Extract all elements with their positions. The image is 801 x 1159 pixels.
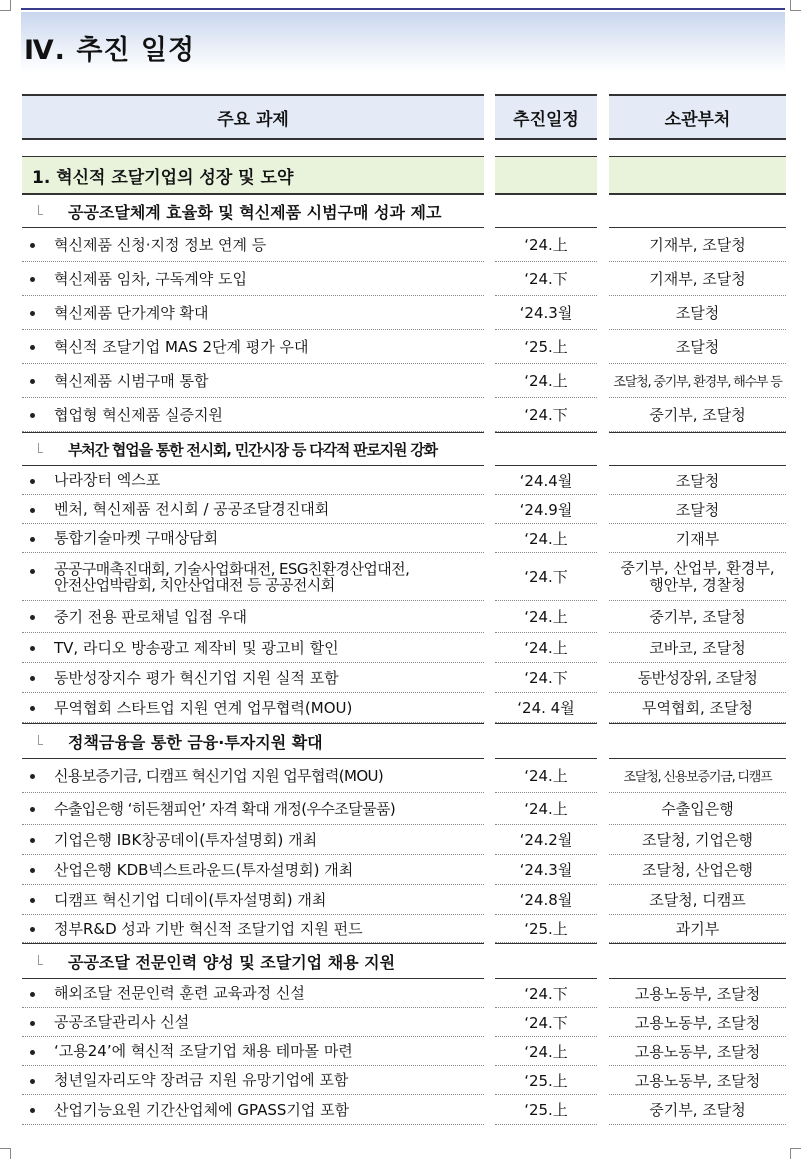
ministry-text: 과기부 (609, 915, 786, 943)
schedule-text: ‘24.上 (495, 1037, 597, 1066)
task-text: 협업형 혁신제품 실증지원 (54, 405, 223, 424)
task-text: 통합기술마켓 구매상담회 (54, 529, 219, 547)
schedule-text: ‘24.3월 (495, 296, 597, 330)
group-row (0, 723, 801, 759)
task-text: 혁신제품 단가계약 확대 (54, 303, 209, 322)
header-schedule: 추진일정 (495, 94, 597, 140)
ministry-text-line2: 행안부, 경찰청 (649, 575, 746, 594)
ministry-text: 조달청 (609, 330, 786, 364)
schedule-text: ‘24.2월 (495, 825, 597, 855)
table-row (0, 296, 801, 330)
group-title: 부처간 협업을 통한 전시회, 민간시장 등 다각적 판로지원 강화 (68, 440, 437, 459)
ministry-text: 고용노동부, 조달청 (609, 979, 786, 1008)
schedule-text: ‘24.下 (495, 979, 597, 1008)
task-text: 산업은행 KDB넥스트라운드(투자설명회) 개최 (54, 860, 354, 879)
group-ministry-cell (609, 432, 786, 466)
ministry-text: 기재부, 조달청 (609, 262, 786, 296)
schedule-text: ‘24.上 (495, 364, 597, 398)
schedule-text: ‘24.下 (495, 553, 597, 601)
ministry-text: 조달청 (609, 495, 786, 524)
ministry-text: 동반성장위, 조달청 (637, 669, 758, 687)
group-row (0, 943, 801, 979)
task-text-line1: 공공구매촉진대회, 기술사업화대전, ESG친환경산업대전, (54, 559, 410, 578)
task-text: 혁신제품 시범구매 통합 (54, 371, 209, 390)
group-ministry-cell (609, 943, 786, 979)
task-text: 혁신적 조달기업 MAS 2단계 평가 우대 (54, 337, 309, 356)
page-corner-mark (0, 0, 11, 11)
schedule-text: ‘24.9월 (495, 495, 597, 524)
ministry-text: 조달청, 신용보증기금, 디캠프 (623, 770, 772, 785)
table-row (0, 915, 801, 943)
task-text: 동반성장지수 평가 혁신기업 지원 실적 포함 (54, 668, 339, 687)
table-row (0, 633, 801, 663)
schedule-text: ‘24.上 (495, 228, 597, 262)
group-title: 공공조달 전문인력 양성 및 조달기업 채용 지원 (22, 943, 484, 979)
task-text: 디캠프 혁신기업 디데이(투자설명회) 개최 (54, 890, 327, 909)
task-text: 산업기능요원 기간산업체에 GPASS기업 포함 (54, 1100, 350, 1119)
table-row (0, 855, 801, 885)
section-ministry-cell (609, 156, 786, 194)
schedule-text: ‘24.上 (495, 793, 597, 825)
schedule-text: ‘24. 4월 (495, 693, 597, 723)
task-text: 수출입은행 ‘히든챔피언’ 자격 확대 개정(우수조달물품) (54, 799, 396, 818)
table-row (0, 1008, 801, 1037)
group-ministry-cell (609, 194, 786, 228)
ministry-text: 조달청, 중기부, 환경부, 해수부 등 (613, 375, 782, 390)
schedule-text: ‘25.上 (495, 1095, 597, 1125)
task-text: 혁신제품 신청·지정 정보 연계 등 (54, 235, 267, 254)
ministry-text: 수출입은행 (609, 793, 786, 825)
page-title: Ⅳ. 추진 일정 (24, 35, 196, 66)
table-row (0, 979, 801, 1008)
group-ministry-cell (609, 723, 786, 759)
task-text: 무역협회 스타트업 지원 연계 업무협력(MOU) (54, 698, 353, 717)
ministry-text: 조달청, 기업은행 (609, 825, 786, 855)
schedule-text: ‘24.8월 (495, 885, 597, 915)
schedule-text: ‘24.上 (495, 633, 597, 663)
table-row (0, 262, 801, 296)
table-row (0, 495, 801, 524)
task-text: 중기 전용 판로채널 입점 우대 (54, 607, 247, 626)
group-schedule-cell (495, 723, 597, 759)
ministry-text: 기재부, 조달청 (609, 228, 786, 262)
section-row (0, 156, 801, 194)
table-row (0, 398, 801, 432)
task-text-line2: 안전산업박람회, 치안산업대전 등 공공전시회 (54, 575, 335, 594)
schedule-text: ‘24.上 (495, 601, 597, 633)
table-row (0, 364, 801, 398)
ministry-text-line1: 중기부, 산업부, 환경부, (620, 558, 775, 577)
schedule-text: ‘24.下 (495, 1008, 597, 1037)
group-title: 정책금융을 통한 금융·투자지원 확대 (22, 723, 484, 759)
ministry-text: 고용노동부, 조달청 (609, 1066, 786, 1095)
table-row (0, 1037, 801, 1066)
group-row (0, 194, 801, 228)
ministry-text: 중기부, 조달청 (609, 601, 786, 633)
group-schedule-cell (495, 432, 597, 466)
task-text: 기업은행 IBK창공데이(투자설명회) 개최 (54, 830, 318, 849)
group-schedule-cell (495, 943, 597, 979)
group-schedule-cell (495, 194, 597, 228)
section-schedule-cell (495, 156, 597, 194)
ministry-text: 무역협회, 조달청 (609, 693, 786, 723)
page-corner-mark (0, 1148, 11, 1159)
header-task: 주요 과제 (22, 94, 484, 140)
ministry-text: 기재부 (609, 524, 786, 553)
header-ministry: 소관부처 (609, 94, 786, 140)
table-row (0, 466, 801, 495)
schedule-text: ‘24.3월 (495, 855, 597, 885)
table-row (0, 663, 801, 693)
table-row (0, 793, 801, 825)
schedule-text: ‘24.4월 (495, 466, 597, 495)
table-row (0, 1095, 801, 1125)
section-title: 1. 혁신적 조달기업의 성장 및 도약 (22, 156, 484, 194)
task-text: 벤처, 혁신제품 전시회 / 공공조달경진대회 (54, 500, 330, 518)
schedule-text: ‘24.下 (495, 663, 597, 693)
task-text: TV, 라디오 방송광고 제작비 및 광고비 할인 (54, 638, 339, 657)
page-corner-mark (790, 0, 801, 11)
schedule-text: ‘25.上 (495, 330, 597, 364)
ministry-text: 중기부, 조달청 (609, 1095, 786, 1125)
page-corner-mark (790, 1148, 801, 1159)
ministry-text: 조달청, 디캠프 (609, 885, 786, 915)
title-top-rule (21, 8, 785, 10)
ministry-text: 조달청 (609, 296, 786, 330)
table-row (0, 330, 801, 364)
ministry-text: 중기부, 조달청 (609, 398, 786, 432)
table-row (0, 601, 801, 633)
table-row (0, 228, 801, 262)
group-title: 공공조달체계 효율화 및 혁신제품 시범구매 성과 제고 (22, 194, 484, 228)
table-row (0, 885, 801, 915)
task-text: 정부R&D 성과 기반 혁신적 조달기업 지원 펀드 (54, 919, 363, 938)
task-text: 해외조달 전문인력 훈련 교육과정 신설 (54, 984, 305, 1002)
schedule-text: ‘25.上 (495, 915, 597, 943)
task-text: ‘고용24’에 혁신적 조달기업 채용 테마몰 마련 (54, 1042, 353, 1060)
ministry-text: 고용노동부, 조달청 (609, 1037, 786, 1066)
task-text: 신용보증기금, 디캠프 혁신기업 지원 업무협력(MOU) (54, 766, 384, 785)
schedule-text: ‘24.下 (495, 262, 597, 296)
schedule-text: ‘24.下 (495, 398, 597, 432)
ministry-text: 고용노동부, 조달청 (609, 1008, 786, 1037)
task-text: 혁신제품 임차, 구독계약 도입 (54, 269, 247, 288)
ministry-text: 조달청, 산업은행 (609, 855, 786, 885)
schedule-text: ‘24.上 (495, 524, 597, 553)
table-row (0, 693, 801, 723)
ministry-text: 코바코, 조달청 (609, 633, 786, 663)
table-row (0, 825, 801, 855)
task-text: 청년일자리도약 장려금 지원 유망기업에 포함 (54, 1071, 349, 1089)
group-row (0, 432, 801, 466)
table-row (0, 1066, 801, 1095)
ministry-text: 조달청 (609, 466, 786, 495)
table-row (0, 759, 801, 793)
table-row (0, 524, 801, 553)
schedule-text: ‘24.上 (495, 759, 597, 793)
table-row (0, 553, 801, 601)
task-text: 공공조달관리사 신설 (54, 1013, 190, 1031)
task-text: 나라장터 엑스포 (54, 471, 161, 489)
schedule-text: ‘25.上 (495, 1066, 597, 1095)
